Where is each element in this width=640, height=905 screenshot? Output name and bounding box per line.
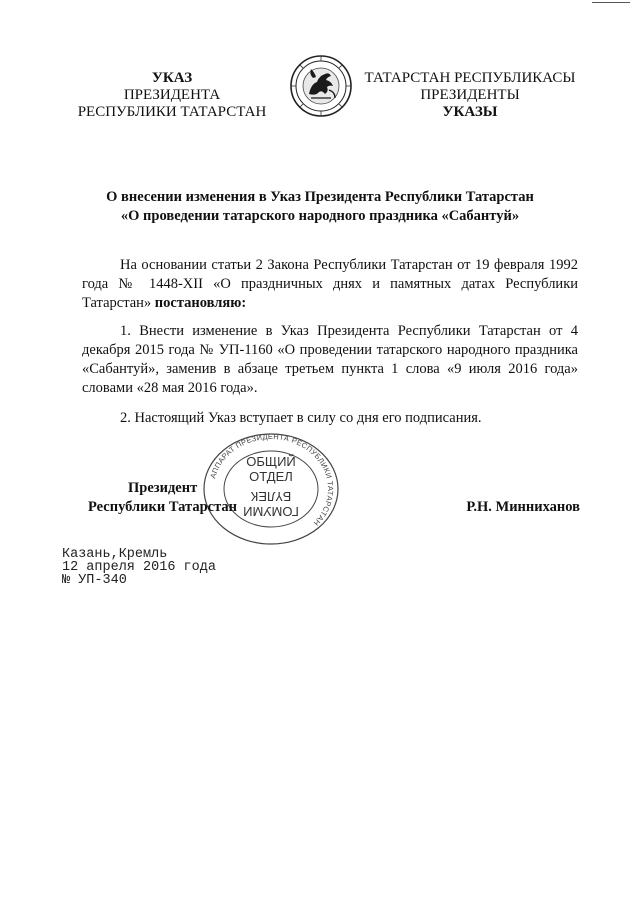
- paragraph-item-2: [82, 409, 578, 428]
- header-right: [360, 70, 580, 121]
- header-right-line1: ТАТАРСТАН РЕСПУБЛИКАСЫ: [364, 70, 576, 86]
- signatory-title-line2: Республики Татарстан: [88, 499, 237, 515]
- footer-date: 12 апреля 2016 года: [62, 560, 216, 575]
- stamp-ring-text: АППАРАТ ПРЕЗИДЕНТА РЕСПУБЛИКИ ТАТАРСТАН: [208, 432, 336, 528]
- header-right-line3: УКАЗЫ: [442, 104, 498, 120]
- document-title: [60, 188, 580, 226]
- header-left-line3: РЕСПУБЛИКИ ТАТАРСТАН: [77, 104, 267, 120]
- paragraph-item-1-text: 1. Внести изменение в Указ Президента Республики Татарстан от 4 декабря 2015 года № УП-1160 «О проведении татарского народного праздника «Сабантуй», заменив в абзаце третьем пункта 1 слова «9 июля 2016 года» словами «28 мая 2016 года».: [82, 323, 578, 396]
- title-line2: «О проведении татарского народного праздника «Сабантуй»: [120, 208, 520, 224]
- paragraph-basis-text: На основании статьи 2 Закона Республики Татарстан от 19 февраля 1992 года № 1448-XII «О праздничных днях и памятных датах Республики Татарстан»: [82, 257, 578, 311]
- signatory-title: [88, 479, 258, 517]
- stamp-inner-line1: ОБЩИЙ: [246, 454, 296, 469]
- signatory-name: Р.Н. Минниханов: [466, 499, 580, 515]
- header-left-line2: ПРЕЗИДЕНТА: [123, 87, 221, 103]
- footer-block: [62, 548, 282, 587]
- stamp-inner-line4: БҮЛЕК: [250, 489, 292, 504]
- header-left: [72, 70, 272, 121]
- top-edge-line: [592, 2, 630, 3]
- footer-number: № УП-340: [62, 573, 127, 588]
- paragraph-basis: [82, 256, 578, 313]
- tatarstan-emblem-icon: [289, 54, 353, 118]
- footer-place: Казань,Кремль: [62, 547, 168, 562]
- paragraph-item-2-text: 2. Настоящий Указ вступает в силу со дня его подписания.: [120, 410, 482, 426]
- stamp-inner-line2: ОТДЕЛ: [249, 469, 293, 484]
- title-line1: О внесении изменения в Указ Президента Республики Татарстан: [106, 189, 534, 205]
- header-left-line1: УКАЗ: [151, 70, 193, 86]
- header-right-line2: ПРЕЗИДЕНТЫ: [420, 87, 520, 103]
- stamp-inner-line3: ГОМУМИ: [243, 504, 299, 519]
- paragraph-basis-bold: постановляю:: [154, 295, 247, 311]
- signatory-title-line1: Президент: [128, 480, 198, 496]
- paragraph-item-1: [82, 322, 578, 398]
